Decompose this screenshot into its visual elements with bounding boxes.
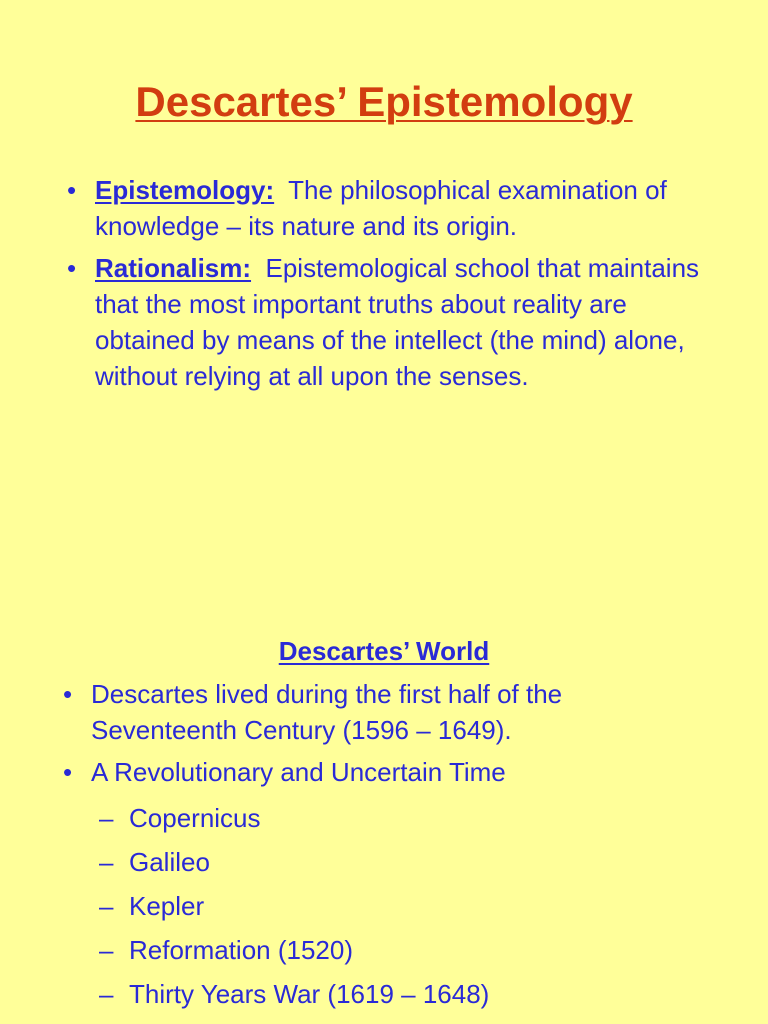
sub-item-text: Copernicus bbox=[129, 803, 261, 833]
dash-icon: – bbox=[99, 979, 114, 1009]
definition-term: Rationalism: bbox=[95, 253, 252, 283]
section-heading: Descartes’ World bbox=[278, 636, 490, 666]
definition-item-rationalism bbox=[67, 250, 715, 394]
definition-text: Epistemological school that maintains that the most important truths about reality are obtained by means of the intellect (the mind) alone, without relying at all upon the senses. bbox=[95, 253, 700, 391]
world-bullet-item bbox=[63, 754, 691, 790]
bullet-icon: • bbox=[63, 757, 73, 787]
world-bullet-text: A Revolutionary and Uncertain Time bbox=[91, 757, 506, 787]
bullet-icon: • bbox=[63, 679, 73, 709]
sub-item bbox=[99, 976, 689, 1020]
world-bullet-text: Descartes lived during the first half of the Seventeenth Century (1596 – 1649). bbox=[91, 679, 563, 745]
bullet-icon: • bbox=[67, 175, 77, 205]
sub-item bbox=[99, 844, 689, 888]
definition-text: The philosophical examination of knowledge – its nature and its origin. bbox=[95, 175, 667, 241]
sub-item bbox=[99, 932, 689, 976]
sub-item-text: Thirty Years War (1619 – 1648) bbox=[129, 979, 490, 1009]
bullet-icon: • bbox=[67, 253, 77, 283]
world-bullet-item bbox=[63, 676, 691, 748]
sub-item bbox=[99, 888, 689, 932]
sub-item-list bbox=[99, 800, 689, 1020]
sub-item-text: Kepler bbox=[129, 891, 205, 921]
dash-icon: – bbox=[99, 891, 114, 921]
definition-item-epistemology bbox=[67, 172, 715, 244]
slide-title: Descartes’ Epistemology bbox=[135, 78, 633, 125]
world-bullet-list bbox=[63, 676, 691, 796]
sub-item-text: Reformation (1520) bbox=[129, 935, 353, 965]
dash-icon: – bbox=[99, 935, 114, 965]
sub-item bbox=[99, 800, 689, 844]
definition-list bbox=[67, 172, 715, 400]
dash-icon: – bbox=[99, 847, 114, 877]
sub-item-text: Galileo bbox=[129, 847, 210, 877]
dash-icon: – bbox=[99, 803, 114, 833]
definition-term: Epistemology: bbox=[95, 175, 275, 205]
